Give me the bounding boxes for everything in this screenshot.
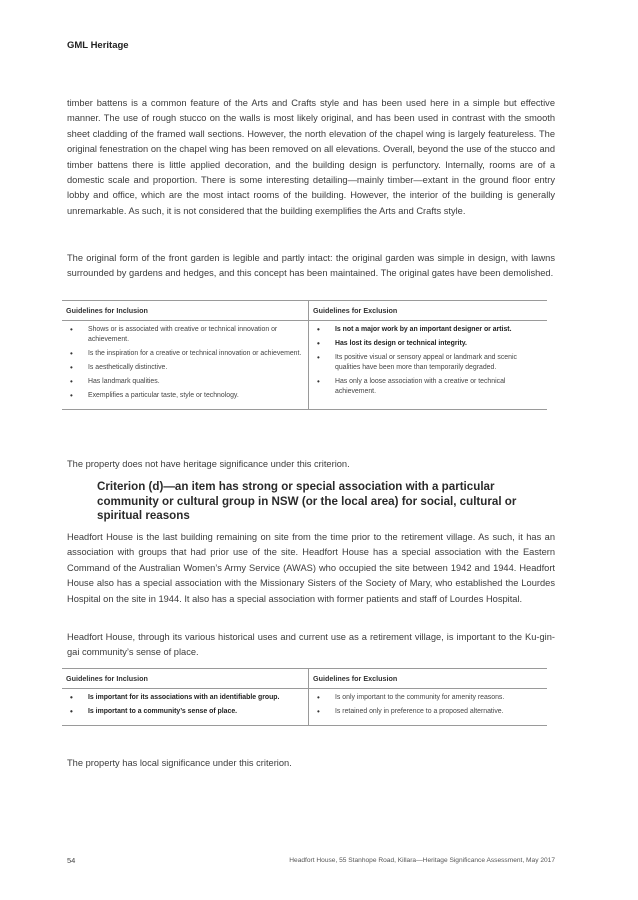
inclusion-list: [66, 325, 304, 401]
conclusion-criterion-d: The property has local significance under this criterion.: [67, 758, 292, 768]
guidelines-table-criterion-d: [62, 668, 547, 726]
list-item: • Has lost its design or technical integrity.: [313, 339, 543, 349]
list-item: • Is only important to the community for amenity reasons.: [313, 693, 543, 703]
footer-document-title: Headfort House, 55 Stanhope Road, Killara—Heritage Significance Assessment, May 2017: [289, 857, 555, 864]
list-item: • Its positive visual or sensory appeal or landmark and scenic qualities have been more than temporarily degraded.: [313, 353, 543, 373]
list-item: • Is the inspiration for a creative or technical innovation or achievement.: [66, 349, 304, 359]
list-item: • Shows or is associated with creative or technical innovation or achievement.: [66, 325, 304, 345]
list-item: • Exemplifies a particular taste, style or technology.: [66, 391, 304, 401]
criterion-d-heading: Criterion (d)—an item has strong or special association with a particular community or cultural group in NSW (or the local area) for social, cultural or spiritual reasons: [97, 480, 517, 522]
paragraph-arts-crafts: timber battens is a common feature of the Arts and Crafts style and has been used here in a simple but effective manner. The use of rough stucco on the walls is most likely original, and has been used in contrast with the smooth sheet cladding of the framed wall sections. However, the north elevation of the chapel wing is largely featureless. The original fenestration on the chapel wing has been removed on all elevations. Overall, beyond the use of the stucco and timber battens there is little applied decoration, and the building design is perfunctory. Internally, rooms are of a domestic scale and proportion. There is some interesting detailing—mainly timber—extant in the ground floor entry lobby and office, which are the most intact rooms of the building. However, the interior of the building is generally unremarkable. As such, it is not considered that the building exemplifies the Arts and Crafts style.: [67, 98, 555, 216]
page-number: 54: [67, 856, 76, 865]
exclusion-list: [313, 693, 543, 717]
column-header-exclusion: Guidelines for Exclusion: [309, 301, 548, 321]
exclusion-list: [313, 325, 543, 397]
list-item: • Is important to a community’s sense of place.: [66, 707, 304, 717]
paragraph-front-garden: The original form of the front garden is legible and partly intact: the original garden was simple in design, with lawns surrounded by gardens and hedges, and this concept has been maintained. The original gates have been demolished.: [67, 253, 555, 279]
guidelines-table-criterion-c: [62, 300, 547, 410]
page-header: GML Heritage: [67, 40, 129, 51]
column-header-exclusion: Guidelines for Exclusion: [309, 669, 548, 689]
paragraph-sense-of-place: Headfort House, through its various historical uses and current use as a retirement village, is important to the Ku-gin-gai community’s sense of place.: [67, 632, 555, 658]
inclusion-list: [66, 693, 304, 717]
list-item: • Has landmark qualities.: [66, 377, 304, 387]
list-item: • Is important for its associations with an identifiable group.: [66, 693, 304, 703]
conclusion-criterion-c: The property does not have heritage significance under this criterion.: [67, 459, 350, 469]
column-header-inclusion: Guidelines for Inclusion: [62, 301, 309, 321]
list-item: • Is not a major work by an important designer or artist.: [313, 325, 543, 335]
list-item: • Has only a loose association with a creative or technical achievement.: [313, 377, 543, 397]
column-header-inclusion: Guidelines for Inclusion: [62, 669, 309, 689]
list-item: • Is aesthetically distinctive.: [66, 363, 304, 373]
paragraph-associations: Headfort House is the last building remaining on site from the time prior to the retirement village. As such, it has an association with groups that had prior use of the site. Headfort House has a special association with the Eastern Command of the Australian Women’s Army Service (AWAS) who occupied the site between 1942 and 1944. Headfort House also has a special association with the Missionary Sisters of the Society of Mary, who established the Lourdes Hospital on the site in 1944. It also has a special association with former patients and staff of Lourdes Hospital.: [67, 532, 555, 604]
list-item: • Is retained only in preference to a proposed alternative.: [313, 707, 543, 717]
